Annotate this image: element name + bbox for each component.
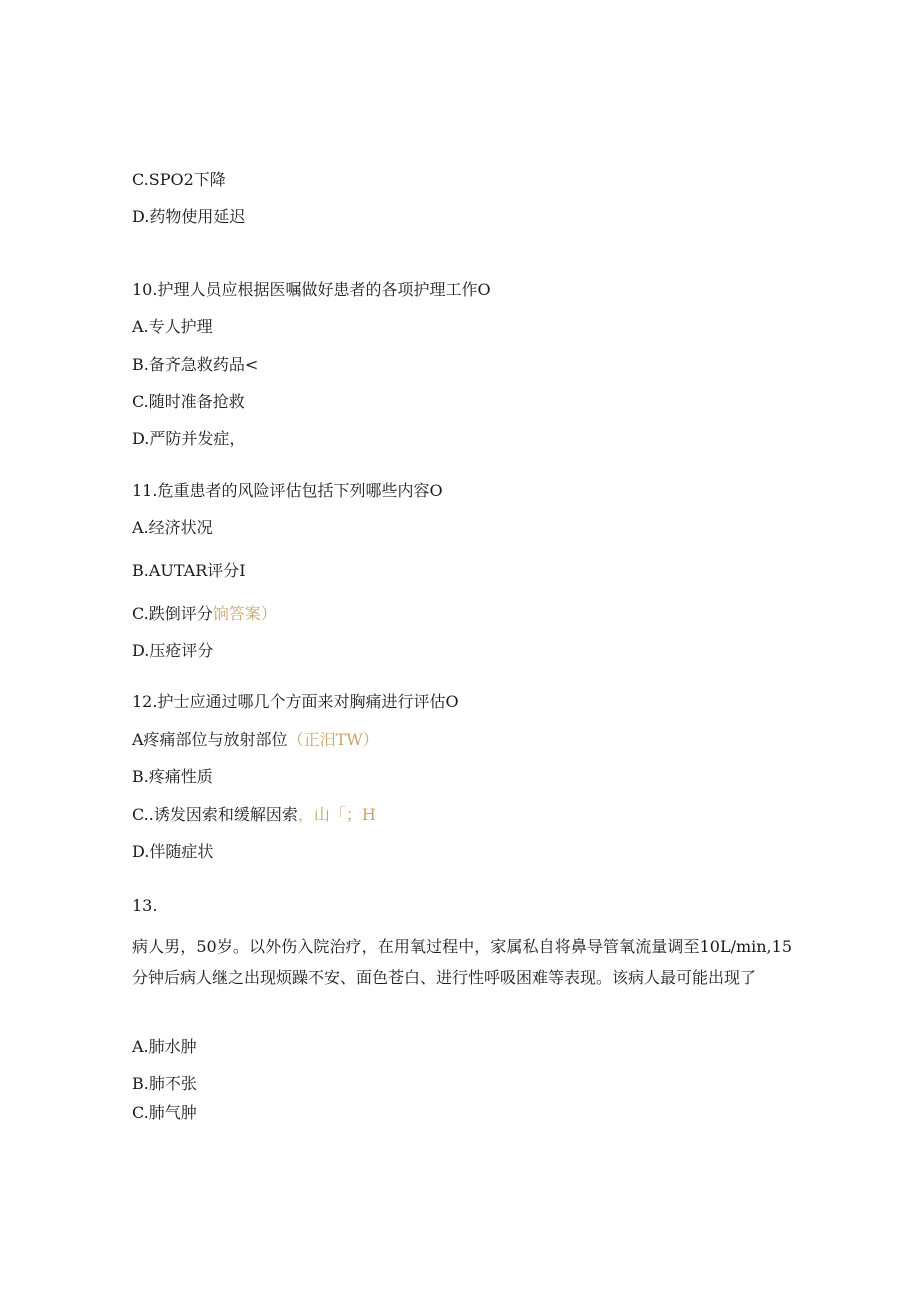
q12-option-c-annotation: ，山「；H	[297, 805, 376, 824]
q12-option-d: D.伴随症状	[132, 842, 214, 861]
q12-option-a-text: A疼痛部位与放射部位	[132, 730, 288, 749]
q11-option-c-annotation: 饷答案）	[212, 604, 277, 623]
q10-option-c: C.随时准备抢救	[132, 392, 245, 411]
q10-option-a: A.专人护理	[132, 317, 213, 336]
q12-option-a	[132, 730, 379, 750]
q11-option-d: D.压疮评分	[132, 641, 214, 660]
q12-option-c	[132, 805, 376, 825]
q13-option-a: A.肺水肿	[132, 1037, 197, 1056]
q11-option-c-text: C.跌倒评分	[132, 604, 213, 623]
q10-option-d: D.严防并发症，	[132, 429, 246, 448]
q12-option-c-text: C..诱发因索和缓解因索	[132, 805, 298, 824]
q10-stem: 10.护理人员应根据医嘱做好患者的各项护理工作O	[132, 280, 491, 299]
q13-option-b: B.肺不张	[132, 1074, 197, 1093]
q12-option-b: B.疼痛性质	[132, 767, 213, 786]
q13-option-c: C.肺气肿	[132, 1103, 197, 1122]
q10-option-b: B.备齐急救药品<	[132, 355, 259, 374]
q9-option-d: D.药物使用延迟	[132, 207, 246, 226]
q13-number: 13.	[132, 896, 158, 915]
q11-stem: 11.危重患者的风险评估包括下列哪些内容O	[132, 481, 443, 500]
q9-option-c: C.SPO2下降	[132, 170, 226, 189]
q12-stem: 12.护士应通过哪几个方面来对胸痛进行评估O	[132, 692, 459, 711]
q12-option-a-annotation: （正汨TW）	[287, 730, 379, 749]
q11-option-c	[132, 604, 277, 624]
q13-stem: 病人男，50岁。以外伤入院治疗，在用氧过程中，家属私自将鼻导管氧流量调至10L∕min,15分钟后病人继之出现烦躁不安、面色苍白、进行性呼吸困难等表现。该病人最可能出现了	[132, 937, 792, 987]
q11-option-b: B.AUTAR评分I	[132, 561, 246, 580]
q11-option-a: A.经济状况	[132, 518, 213, 537]
